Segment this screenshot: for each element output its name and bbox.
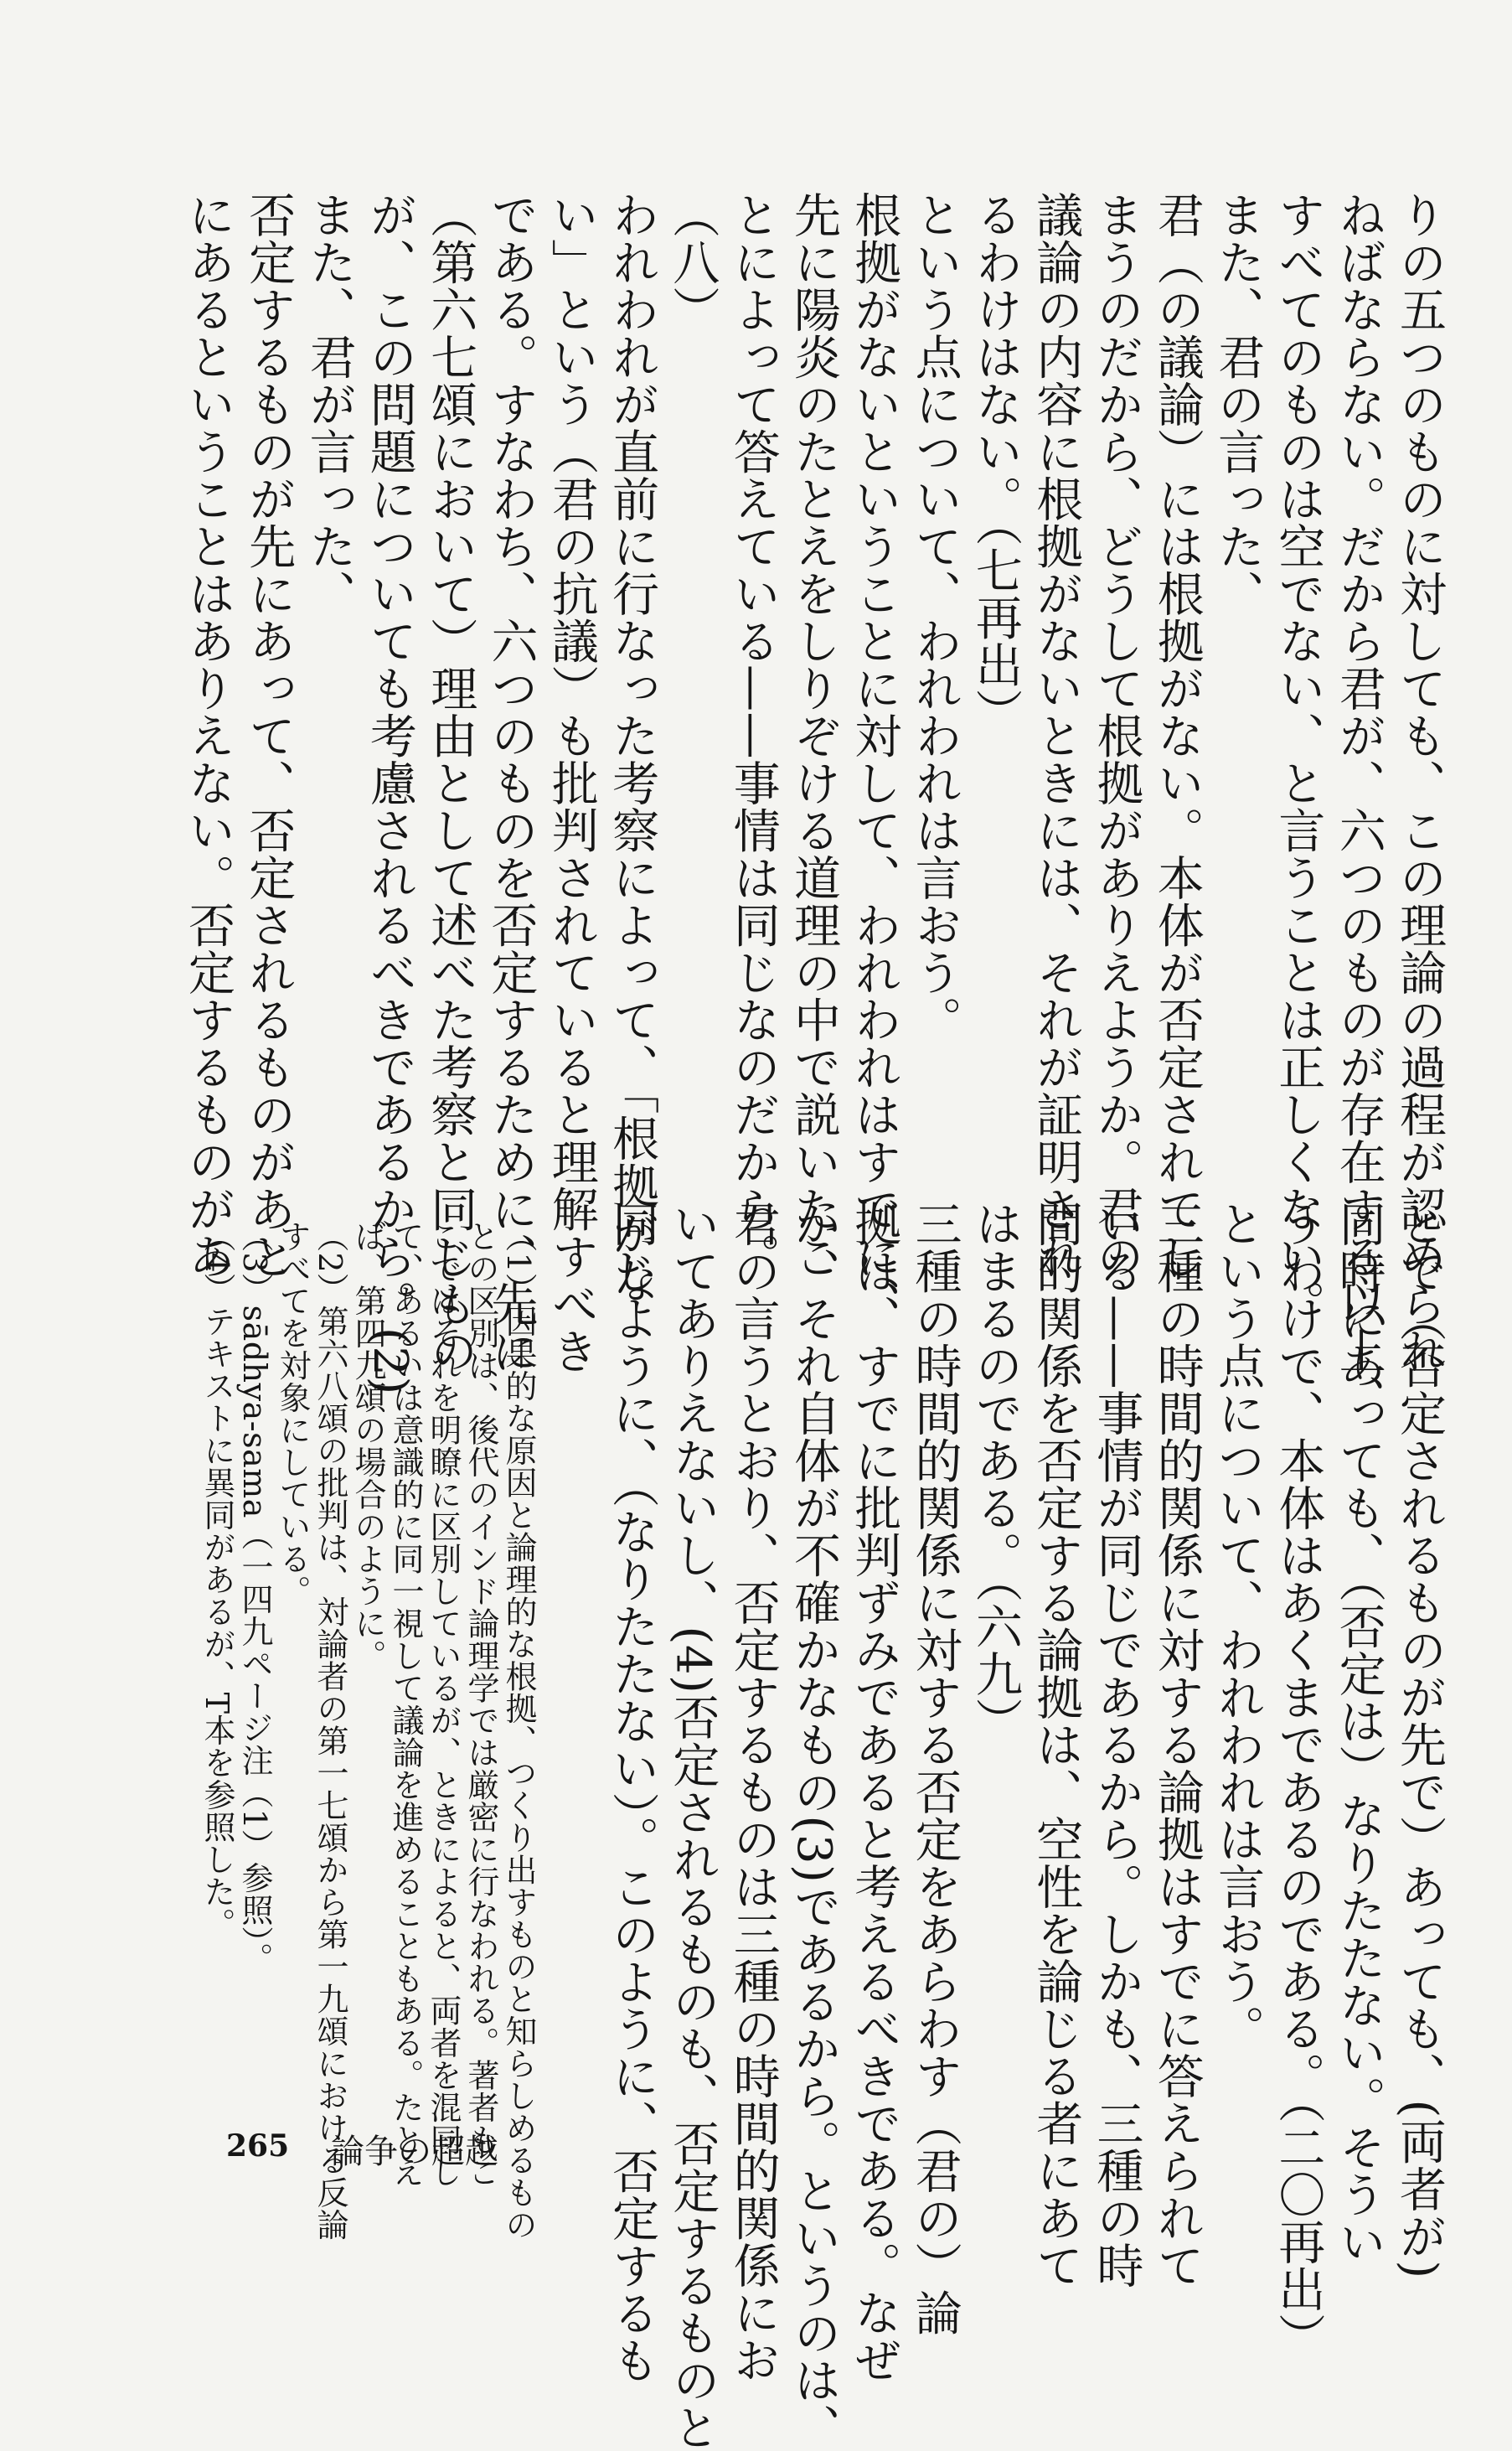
text-column: 君の言うとおり、否定するものは三種の時間的関係にお xyxy=(725,1200,781,2384)
footnote-column: すべてを対象にしている。 xyxy=(274,1220,311,1607)
footnote-column: （2）第六八頌の批判は、対論者の第一七頌から第一九頌における反論 xyxy=(312,1220,348,2242)
text-column: われわれが直前に行なった考察によって、「根拠がな xyxy=(605,191,660,1304)
text-column: にあるということはありえない。否定するものがあ xyxy=(181,191,235,1280)
footnote-column: （1）因果的な原因と論理的な根拠、つくり出すものと知らしめるもの xyxy=(500,1220,537,2242)
text-column: 同じように、（なりたたない）。このように、否定するも xyxy=(605,1200,660,2384)
text-column: 三種の時間的関係に対する否定をあらわす（君の）論 xyxy=(907,1200,962,2336)
footnote-column: との区別は、後代のインド論理学では厳密に行なわれる。著者もこ xyxy=(462,1220,499,2188)
page-number: 265 xyxy=(226,2128,290,2164)
footnote-column: こではそれを明瞭に区別しているが、ときによると、両者を混同し xyxy=(425,1220,462,2188)
text-column: るわけはない。（七再出） xyxy=(968,191,1023,736)
footnote-column: て、あるいは意識的に同一視して議論を進めることもある。たとえ xyxy=(387,1220,424,2188)
text-column: とによって答えている——事情は同じなのだから。 xyxy=(725,191,781,1280)
text-column: 否定するものが先にあって、否定されるものがあと xyxy=(241,191,297,1280)
text-column: 根拠がないということに対して、われわれはすでに、 xyxy=(847,191,902,1327)
footnote-column: ば、第四九頌の場合のように。 xyxy=(349,1220,386,1672)
text-column: 君（の議論）には根拠がない。本体が否定されてし xyxy=(1149,191,1205,1280)
text-column: 先に陽炎のたとえをしりぞける道理の中で説いたこ xyxy=(787,191,841,1280)
text-column: うわけで、本体はあくまであるのである。（二〇再出） xyxy=(1271,1200,1326,2361)
text-column: はまるのである。（六九） xyxy=(968,1200,1023,1745)
text-column: とで（否定されるものが先で）あっても、(両者が) xyxy=(1392,1200,1447,2279)
text-column: 議論の内容に根拠がないときには、それが証明され xyxy=(1029,191,1084,1280)
text-column: （第六七頌において）理由として述べた考察と同じもの xyxy=(423,191,478,1375)
text-column: い」という（君の抗議）も批判されていると理解すべき xyxy=(544,191,599,1375)
text-column: また、君の言った、 xyxy=(1210,191,1266,618)
text-column: 拠は、すでに批判ずみであると考えるべきである。なぜ xyxy=(847,1200,902,2384)
text-column: が、この問題についても考慮されるべきであるから。(2) xyxy=(362,191,417,1395)
text-column: りの五つのものに対しても、この理論の過程が認められ xyxy=(1392,191,1447,1375)
text-column: という点について、われわれは言おう。 xyxy=(907,191,962,1043)
text-column: 間的関係を否定する論拠は、空性を論じる者にあて xyxy=(1029,1200,1084,2289)
footnote-column: （3）sādhya-sama（一四九ページ注（1）参照）。 xyxy=(236,1220,273,1975)
text-column: 三種の時間的関係に対する論拠はすでに答えられて xyxy=(1149,1200,1205,2289)
footnote-column: （4）テキストに異同があるが、T本を参照した。 xyxy=(199,1220,235,1941)
text-column: いる——事情が同じであるから。しかも、三種の時 xyxy=(1089,1200,1144,2289)
text-column: （八） xyxy=(665,191,720,334)
running-title: 論争の超越 xyxy=(331,2133,498,2171)
text-column: という点について、われわれは言おう。 xyxy=(1210,1200,1266,2052)
text-column: まうのだから、どうして根拠がありえようか。君の xyxy=(1089,191,1144,1280)
text-column: ねばならない。だから君が、六つのものが存在する以上、 xyxy=(1331,191,1386,1422)
text-column: 同時にあっても、（否定は）なりたたない。そうい xyxy=(1331,1200,1386,2266)
text-column: また、君が言った、 xyxy=(302,191,357,618)
text-column: である。すなわち、六つのものを否定するために、先に xyxy=(483,191,539,1375)
text-column: か、それ自体が不確かなもの(3)であるから。というのは、 xyxy=(787,1200,841,2451)
text-column: いてありえないし、(4)否定されるものも、否定するものと xyxy=(665,1200,720,2451)
text-column: すべてのものは空でない、と言うことは正しくない。 xyxy=(1271,191,1326,1327)
